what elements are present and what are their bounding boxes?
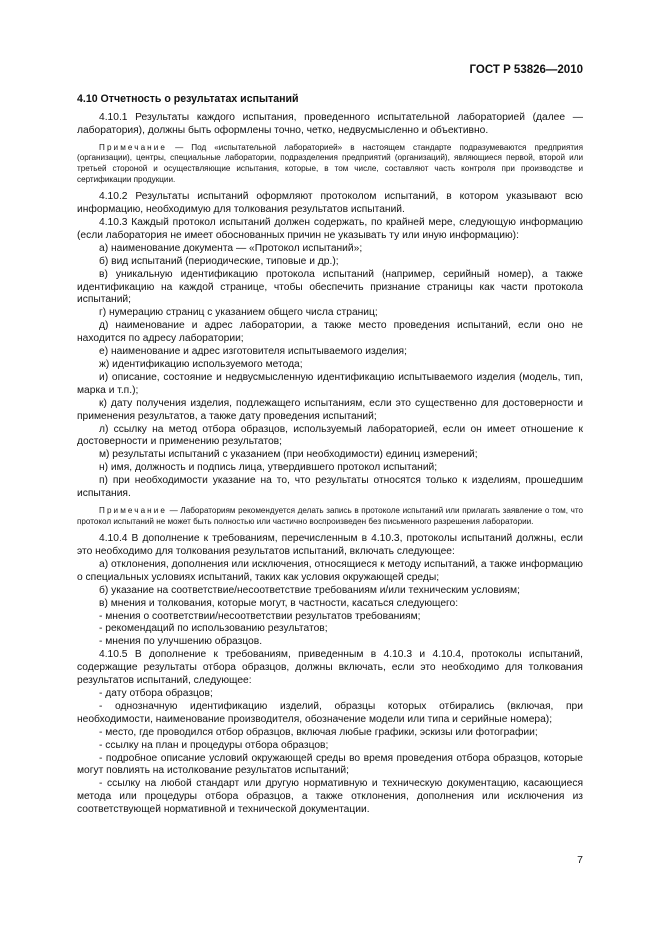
list-item: б) вид испытаний (периодические, типовые и др.);	[99, 255, 339, 267]
list-item: п) при необходимости указание на то, что результаты относятся только к изделиям, прошедшим испытания.	[77, 475, 583, 500]
list-item: - рекомендаций по использованию результатов;	[99, 623, 328, 635]
list-item: - однозначную идентификацию изделий, образцы которых отбирались (включая, при необходимости, наименование производителя, обозначение модели или типа и серийные номера);	[77, 700, 583, 725]
list-item: д) наименование и адрес лаборатории, а также место проведения испытаний, если оно не находится по адресу лаборатории;	[77, 320, 583, 345]
list-item: г) нумерацию страниц с указанием общего числа страниц;	[99, 307, 378, 319]
list-item: - дату отбора образцов;	[99, 688, 213, 699]
list-item: л) ссылку на метод отбора образцов, используемый лабораторией, если он имеет отношение к достоверности и применению результатов;	[77, 423, 583, 448]
list-item: в) мнения и толкования, которые могут, в частности, касаться следующего:	[99, 597, 459, 609]
paragraph-4-10-1: 4.10.1 Результаты каждого испытания, проведенного испытательной лабораторией (далее — лаборатория), должны быть оформлены точно, четко, недвусмысленно и объективно.	[77, 112, 583, 136]
paragraph-4-10-3: 4.10.3 Каждый протокол испытаний должен содержать, по крайней мере, следующую информацию (если лаборатория не имеет обоснованных причин не указывать ту или иную информацию):	[77, 217, 583, 241]
paragraph-4-10-5: 4.10.5 В дополнение к требованиям, приведенным в 4.10.3 и 4.10.4, протоколы испытаний, содержащие результаты отбора образцов, должны включать, если это необходимо для толкования результатов испытаний, следующее:	[77, 649, 583, 687]
list-item: н) имя, должность и подпись лица, утвердившего протокол испытаний;	[99, 462, 438, 474]
list-item: к) дату получения изделия, подлежащего испытаниям, если это существенно для достоверности и применения результатов, а также дату проведения испытаний;	[77, 397, 583, 422]
note-label: Примечание	[99, 505, 168, 515]
list-item: а) наименование документа — «Протокол испытаний»;	[99, 242, 363, 254]
page-number: 7	[577, 854, 583, 866]
list-item: - мнения о соответствии/несоответствии результатов требованиям;	[99, 610, 421, 622]
note-label: Примечание	[99, 142, 168, 152]
list-item: и) описание, состояние и недвусмысленную идентификацию испытываемого изделия (модель, тип, марка и т.п.);	[77, 371, 583, 396]
note-text: — Лабораториям рекомендуется делать запись в протоколе испытаний или прилагать заявление о том, что протокол испытаний не может быть полностью или частично воспроизведен без письменного разрешения лаборатории.	[77, 505, 583, 526]
list-item: - мнения по улучшению образцов.	[99, 636, 263, 648]
paragraph-4-10-4: 4.10.4 В дополнение к требованиям, перечисленным в 4.10.3, протоколы испытаний должны, если это необходимо для толкования результатов испытаний, включать следующее:	[77, 533, 583, 558]
note-reproduction	[77, 506, 583, 527]
section-title: 4.10 Отчетность о результатах испытаний	[77, 93, 299, 105]
list-item: - ссылку на любой стандарт или другую нормативную и техническую документацию, касающиеся метода или процедуры отбора образцов, а также отклонения, дополнения или исключения из соответствующей нормативной и технической документации.	[77, 778, 583, 816]
note-text: — Под «испытательной лабораторией» в настоящем стандарте подразумеваются предприятия (организации), центры, специальные лаборатории, подразделения предприятий (организаций), являющиеся первой, второй или третьей стороной и осуществляющие испытания, которые, в том числе, составляют часть контроля при производстве и сертификации продукции.	[77, 142, 583, 184]
document-header: ГОСТ Р 53826—2010	[469, 64, 583, 76]
list-item: - ссылку на план и процедуры отбора образцов;	[99, 739, 329, 751]
list-item: - место, где проводился отбор образцов, включая любые графики, эскизы или фотографии;	[99, 726, 538, 738]
document-body	[77, 93, 583, 817]
note-laboratory-definition	[77, 143, 583, 185]
list-item: е) наименование и адрес изготовителя испытываемого изделия;	[99, 346, 407, 358]
list-item: в) уникальную идентификацию протокола испытаний (например, серийный номер), а также идентификацию на каждой странице, чтобы обеспечить признание страницы как части протокола испытаний;	[77, 268, 583, 306]
list-item: б) указание на соответствие/несоответствие требованиям и/или техническим условиям;	[99, 584, 520, 596]
list-item: ж) идентификацию используемого метода;	[99, 358, 303, 370]
list-item: м) результаты испытаний с указанием (при необходимости) единиц измерений;	[99, 449, 478, 461]
list-item: - подробное описание условий окружающей среды во время проведения отбора образцов, которые могут повлиять на истолкование результатов испытаний;	[77, 752, 583, 777]
list-item: а) отклонения, дополнения или исключения, относящиеся к методу испытаний, а также информацию о специальных условиях испытаний, таких как условия окружающей среды;	[77, 558, 583, 583]
paragraph-4-10-2: 4.10.2 Результаты испытаний оформляют протоколом испытаний, в котором указывают всю информацию, необходимую для толкования результатов испытаний.	[77, 191, 583, 216]
